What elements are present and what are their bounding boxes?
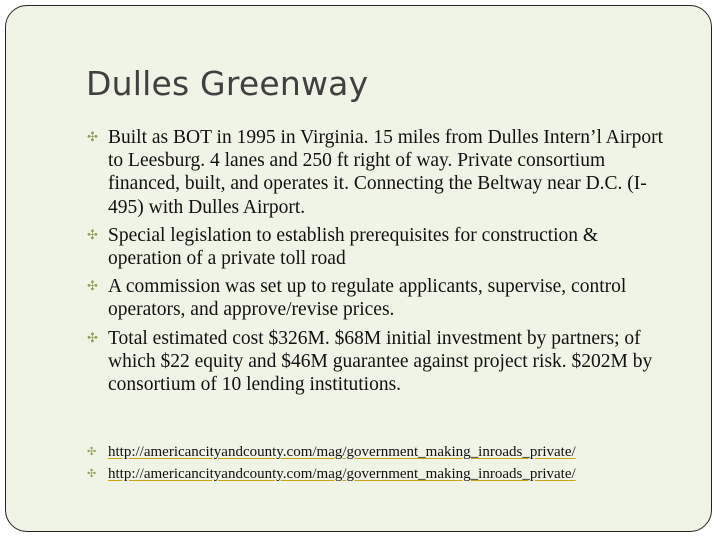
bullet-item	[86, 327, 676, 397]
bullet-text: Built as BOT in 1995 in Virginia. 15 miles from Dulles Intern’l Airport to Leesburg. 4 lanes and 250 ft right of way. Private consortium financed, built, and operates it. Connecting the Beltway near D.C. (I-495) with Dulles Airport.	[108, 127, 664, 218]
bullet-arrow-icon: ✣	[87, 130, 98, 145]
bullet-text: A commission was set up to regulate applicants, supervise, control operators, and approve/revise prices.	[108, 276, 627, 321]
source-link[interactable]: http://americancityandcounty.com/mag/government_making_inroads_private/	[108, 466, 576, 482]
link-item	[86, 464, 576, 484]
bullet-item	[86, 275, 676, 321]
bullet-list	[86, 126, 676, 401]
bullet-text: Special legislation to establish prerequisites for construction & operation of a private toll road	[108, 224, 599, 270]
bullet-arrow-icon: ✣	[87, 445, 97, 458]
bullet-arrow-icon: ✣	[87, 227, 98, 243]
bullet-arrow-icon: ✣	[87, 279, 98, 295]
bullet-item	[86, 224, 676, 270]
slide	[5, 5, 712, 532]
link-item	[86, 442, 576, 462]
bullet-text: Total estimated cost $326M. $68M initial investment by partners; of which $22 equity and $46M guarantee against project risk. $202M by consortium of 10 lending institutions.	[108, 327, 653, 396]
bullet-arrow-icon: ✣	[87, 330, 98, 346]
bullet-arrow-icon: ✣	[87, 467, 97, 480]
slide-title: Dulles Greenway	[86, 64, 369, 103]
source-link[interactable]: http://americancityandcounty.com/mag/government_making_inroads_private/	[108, 444, 576, 460]
bullet-item	[86, 126, 676, 219]
link-list	[86, 442, 576, 486]
